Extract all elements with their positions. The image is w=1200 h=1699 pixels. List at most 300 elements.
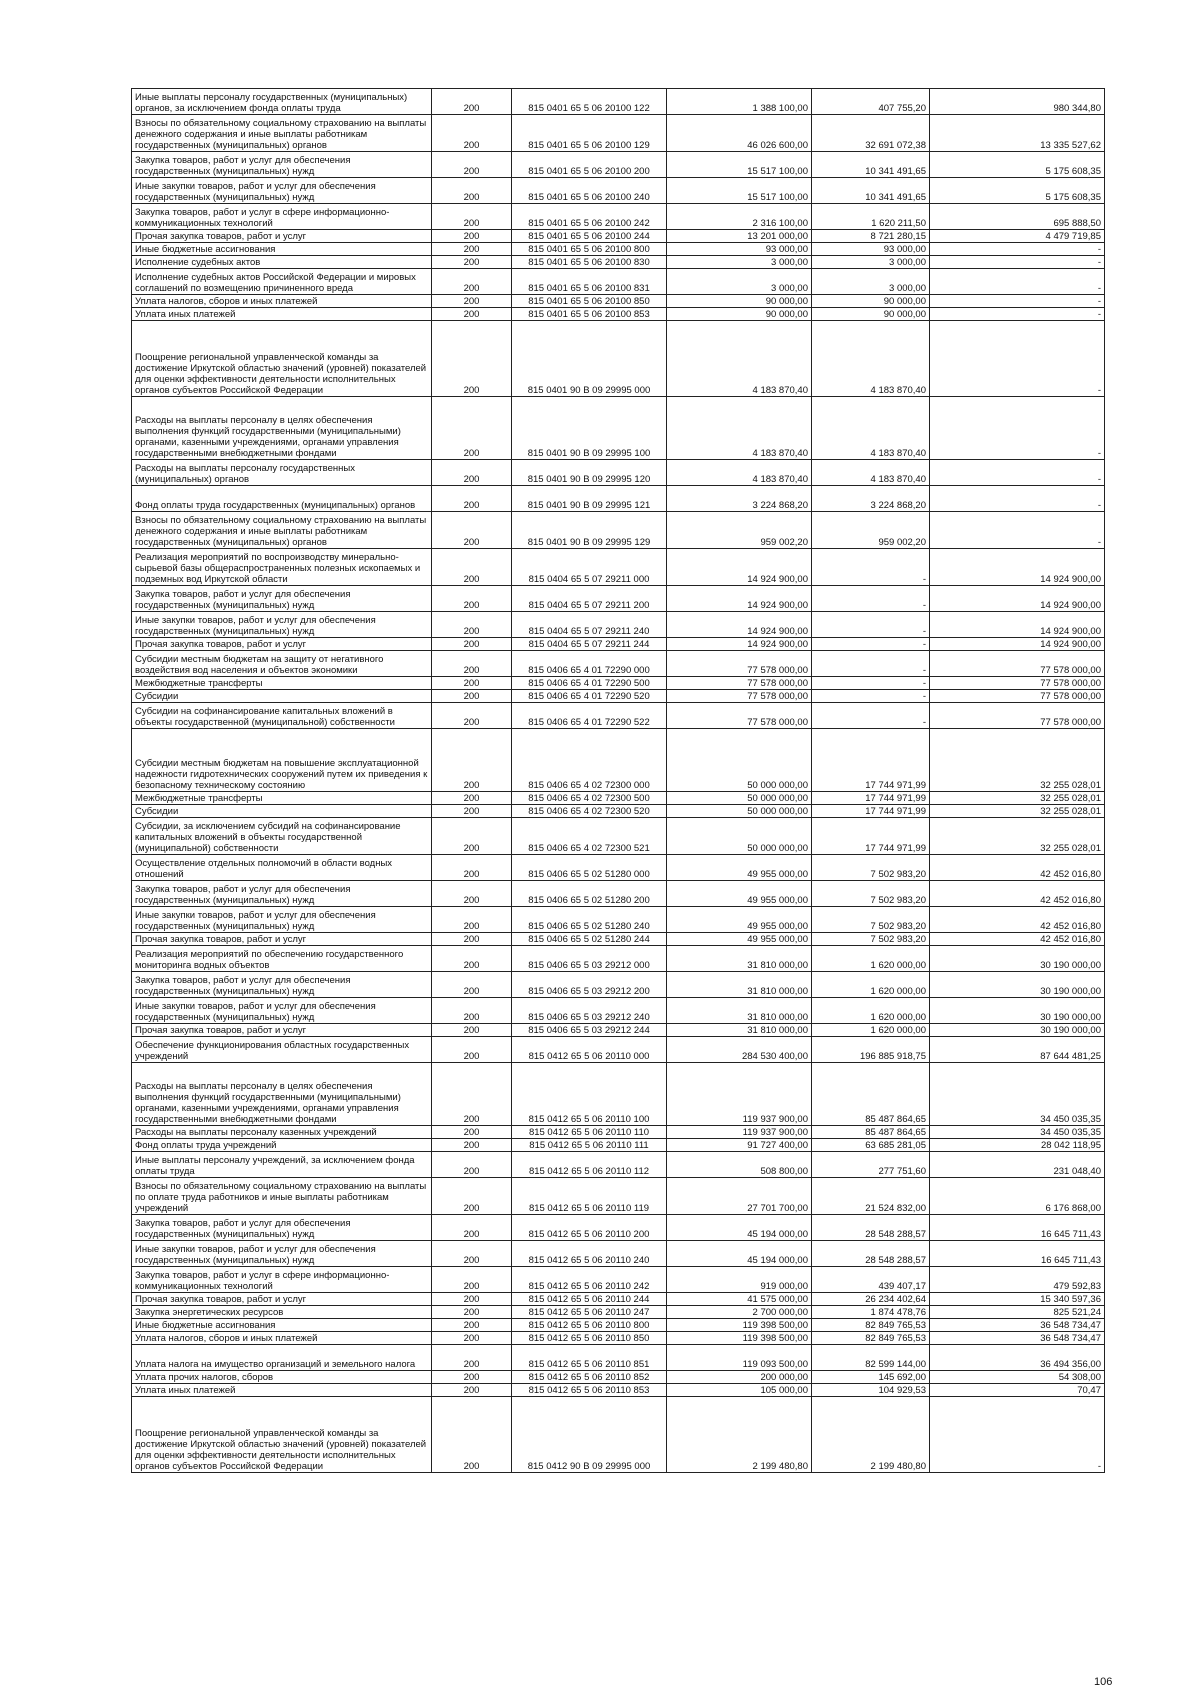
row-name: Субсидии местным бюджетам на повышение эксплуатационной надежности гидротехнических сооружений путем их приведения к безопасному техническому состоянию — [132, 729, 432, 792]
row-executed-amount: 28 548 288,57 — [812, 1241, 930, 1267]
table-row — [132, 230, 1105, 243]
row-executed-amount: 3 224 868,20 — [812, 486, 930, 512]
row-unexecuted-amount: - — [930, 243, 1105, 256]
row-approved-amount: 2 700 000,00 — [667, 1306, 812, 1319]
row-classification-code: 815 0406 65 5 03 29212 244 — [512, 1024, 667, 1037]
row-executed-amount: - — [812, 549, 930, 586]
row-unexecuted-amount: 695 888,50 — [930, 204, 1105, 230]
row-classification-code: 815 0406 65 5 02 51280 240 — [512, 907, 667, 933]
row-approved-amount: 2 199 480,80 — [667, 1397, 812, 1473]
row-line-code: 200 — [432, 308, 512, 321]
table-row — [132, 1024, 1105, 1037]
row-unexecuted-amount: - — [930, 308, 1105, 321]
row-unexecuted-amount: 13 335 527,62 — [930, 115, 1105, 152]
row-executed-amount: 17 744 971,99 — [812, 805, 930, 818]
table-row — [132, 1306, 1105, 1319]
row-approved-amount: 31 810 000,00 — [667, 946, 812, 972]
row-classification-code: 815 0412 65 5 06 20110 244 — [512, 1293, 667, 1306]
table-row — [132, 152, 1105, 178]
row-name: Исполнение судебных актов Российской Федерации и мировых соглашений по возмещению причиненного вреда — [132, 269, 432, 295]
row-approved-amount: 91 727 400,00 — [667, 1139, 812, 1152]
row-name: Закупка энергетических ресурсов — [132, 1306, 432, 1319]
row-line-code: 200 — [432, 818, 512, 855]
row-unexecuted-amount: 77 578 000,00 — [930, 651, 1105, 677]
row-unexecuted-amount: 36 548 734,47 — [930, 1319, 1105, 1332]
row-line-code: 200 — [432, 1215, 512, 1241]
row-executed-amount: 85 487 864,65 — [812, 1126, 930, 1139]
row-name: Иные закупки товаров, работ и услуг для обеспечения государственных (муниципальных) нужд — [132, 612, 432, 638]
row-executed-amount: 4 183 870,40 — [812, 321, 930, 397]
row-classification-code: 815 0406 65 5 03 29212 200 — [512, 972, 667, 998]
table-row — [132, 321, 1105, 397]
row-approved-amount: 200 000,00 — [667, 1371, 812, 1384]
row-executed-amount: - — [812, 586, 930, 612]
row-unexecuted-amount: - — [930, 486, 1105, 512]
row-classification-code: 815 0401 65 5 06 20100 242 — [512, 204, 667, 230]
table-row — [132, 638, 1105, 651]
row-classification-code: 815 0401 65 5 06 20100 800 — [512, 243, 667, 256]
row-line-code: 200 — [432, 651, 512, 677]
row-classification-code: 815 0401 65 5 06 20100 244 — [512, 230, 667, 243]
row-name: Закупка товаров, работ и услуг для обеспечения государственных (муниципальных) нужд — [132, 881, 432, 907]
row-classification-code: 815 0412 65 5 06 20110 850 — [512, 1332, 667, 1345]
row-approved-amount: 1 388 100,00 — [667, 89, 812, 115]
row-approved-amount: 105 000,00 — [667, 1384, 812, 1397]
row-name: Межбюджетные трансферты — [132, 677, 432, 690]
row-name: Прочая закупка товаров, работ и услуг — [132, 1293, 432, 1306]
row-unexecuted-amount: 32 255 028,01 — [930, 805, 1105, 818]
row-unexecuted-amount: 479 592,83 — [930, 1267, 1105, 1293]
row-line-code: 200 — [432, 1397, 512, 1473]
row-approved-amount: 50 000 000,00 — [667, 792, 812, 805]
row-unexecuted-amount: 36 548 734,47 — [930, 1332, 1105, 1345]
row-line-code: 200 — [432, 677, 512, 690]
row-approved-amount: 45 194 000,00 — [667, 1241, 812, 1267]
row-line-code: 200 — [432, 1178, 512, 1215]
table-row — [132, 907, 1105, 933]
table-row — [132, 269, 1105, 295]
table-row — [132, 1332, 1105, 1345]
row-name: Прочая закупка товаров, работ и услуг — [132, 933, 432, 946]
row-executed-amount: 10 341 491,65 — [812, 152, 930, 178]
row-executed-amount: - — [812, 638, 930, 651]
row-line-code: 200 — [432, 1126, 512, 1139]
row-line-code: 200 — [432, 586, 512, 612]
row-unexecuted-amount: 54 308,00 — [930, 1371, 1105, 1384]
row-approved-amount: 284 530 400,00 — [667, 1037, 812, 1063]
row-unexecuted-amount: - — [930, 256, 1105, 269]
row-classification-code: 815 0412 90 В 09 29995 000 — [512, 1397, 667, 1473]
table-row — [132, 1215, 1105, 1241]
row-name: Субсидии, за исключением субсидий на софинансирование капитальных вложений в объекты государственной (муниципальной) собственности — [132, 818, 432, 855]
table-row — [132, 178, 1105, 204]
row-classification-code: 815 0412 65 5 06 20110 111 — [512, 1139, 667, 1152]
row-line-code: 200 — [432, 204, 512, 230]
row-name: Уплата иных платежей — [132, 1384, 432, 1397]
table-row — [132, 933, 1105, 946]
row-classification-code: 815 0401 65 5 06 20100 850 — [512, 295, 667, 308]
row-unexecuted-amount: 42 452 016,80 — [930, 881, 1105, 907]
row-unexecuted-amount: 32 255 028,01 — [930, 792, 1105, 805]
row-executed-amount: 196 885 918,75 — [812, 1037, 930, 1063]
row-classification-code: 815 0406 65 5 03 29212 240 — [512, 998, 667, 1024]
row-name: Обеспечение функционирования областных государственных учреждений — [132, 1037, 432, 1063]
row-approved-amount: 49 955 000,00 — [667, 933, 812, 946]
row-classification-code: 815 0401 65 5 06 20100 830 — [512, 256, 667, 269]
row-executed-amount: 1 620 000,00 — [812, 1024, 930, 1037]
row-executed-amount: 26 234 402,64 — [812, 1293, 930, 1306]
row-classification-code: 815 0404 65 5 07 29211 000 — [512, 549, 667, 586]
table-row — [132, 946, 1105, 972]
table-row — [132, 1371, 1105, 1384]
table-row — [132, 397, 1105, 460]
row-name: Исполнение судебных актов — [132, 256, 432, 269]
table-row — [132, 486, 1105, 512]
row-approved-amount: 3 000,00 — [667, 269, 812, 295]
row-approved-amount: 45 194 000,00 — [667, 1215, 812, 1241]
row-approved-amount: 46 026 600,00 — [667, 115, 812, 152]
row-executed-amount: - — [812, 690, 930, 703]
row-line-code: 200 — [432, 89, 512, 115]
row-line-code: 200 — [432, 855, 512, 881]
row-line-code: 200 — [432, 1139, 512, 1152]
row-line-code: 200 — [432, 512, 512, 549]
row-name: Фонд оплаты труда учреждений — [132, 1139, 432, 1152]
table-body — [132, 89, 1105, 1473]
row-unexecuted-amount: - — [930, 512, 1105, 549]
table-row — [132, 243, 1105, 256]
row-classification-code: 815 0401 90 В 09 29995 120 — [512, 460, 667, 486]
table-row — [132, 586, 1105, 612]
row-unexecuted-amount: 70,47 — [930, 1384, 1105, 1397]
row-approved-amount: 14 924 900,00 — [667, 549, 812, 586]
table-row — [132, 1037, 1105, 1063]
row-unexecuted-amount: 16 645 711,43 — [930, 1241, 1105, 1267]
row-name: Взносы по обязательному социальному страхованию на выплаты денежного содержания и иные выплаты работникам государственных (муниципальных) органов — [132, 512, 432, 549]
row-line-code: 200 — [432, 460, 512, 486]
row-name: Уплата налога на имущество организаций и земельного налога — [132, 1345, 432, 1371]
row-classification-code: 815 0412 65 5 06 20110 800 — [512, 1319, 667, 1332]
row-unexecuted-amount: 77 578 000,00 — [930, 690, 1105, 703]
row-unexecuted-amount: 6 176 868,00 — [930, 1178, 1105, 1215]
row-executed-amount: - — [812, 651, 930, 677]
table-row — [132, 690, 1105, 703]
row-executed-amount: 1 620 000,00 — [812, 972, 930, 998]
row-approved-amount: 3 224 868,20 — [667, 486, 812, 512]
row-classification-code: 815 0404 65 5 07 29211 244 — [512, 638, 667, 651]
row-executed-amount: 85 487 864,65 — [812, 1063, 930, 1126]
row-name: Расходы на выплаты персоналу в целях обеспечения выполнения функций государственными (муниципальными) органами, казенными учреждениями, органами управления государственными внебюджетными фондами — [132, 1063, 432, 1126]
row-name: Закупка товаров, работ и услуг в сфере информационно-коммуникационных технологий — [132, 204, 432, 230]
row-executed-amount: - — [812, 703, 930, 729]
row-executed-amount: 7 502 983,20 — [812, 881, 930, 907]
row-executed-amount: 145 692,00 — [812, 1371, 930, 1384]
row-approved-amount: 41 575 000,00 — [667, 1293, 812, 1306]
row-unexecuted-amount: 5 175 608,35 — [930, 152, 1105, 178]
row-approved-amount: 119 398 500,00 — [667, 1332, 812, 1345]
row-line-code: 200 — [432, 321, 512, 397]
row-classification-code: 815 0412 65 5 06 20110 242 — [512, 1267, 667, 1293]
row-name: Осуществление отдельных полномочий в области водных отношений — [132, 855, 432, 881]
row-classification-code: 815 0412 65 5 06 20110 110 — [512, 1126, 667, 1139]
row-classification-code: 815 0406 65 4 02 72300 000 — [512, 729, 667, 792]
row-classification-code: 815 0404 65 5 07 29211 240 — [512, 612, 667, 638]
row-line-code: 200 — [432, 1332, 512, 1345]
row-unexecuted-amount: 34 450 035,35 — [930, 1126, 1105, 1139]
row-name: Иные закупки товаров, работ и услуг для обеспечения государственных (муниципальных) нужд — [132, 1241, 432, 1267]
row-unexecuted-amount: 14 924 900,00 — [930, 612, 1105, 638]
row-approved-amount: 15 517 100,00 — [667, 178, 812, 204]
row-name: Поощрение региональной управленческой команды за достижение Иркутской областью значений (уровней) показателей для оценки эффективности деятельности исполнительных органов субъектов Российской Федерации — [132, 321, 432, 397]
row-classification-code: 815 0406 65 4 01 72290 000 — [512, 651, 667, 677]
row-name: Фонд оплаты труда государственных (муниципальных) органов — [132, 486, 432, 512]
table-row — [132, 612, 1105, 638]
table-row — [132, 204, 1105, 230]
row-executed-amount: 7 502 983,20 — [812, 855, 930, 881]
table-row — [132, 792, 1105, 805]
row-executed-amount: 1 620 000,00 — [812, 946, 930, 972]
row-executed-amount: 4 183 870,40 — [812, 460, 930, 486]
row-unexecuted-amount: 42 452 016,80 — [930, 855, 1105, 881]
row-executed-amount: 1 620 000,00 — [812, 998, 930, 1024]
row-executed-amount: 82 599 144,00 — [812, 1345, 930, 1371]
row-unexecuted-amount: 14 924 900,00 — [930, 638, 1105, 651]
row-name: Уплата иных платежей — [132, 308, 432, 321]
table-row — [132, 1397, 1105, 1473]
row-classification-code: 815 0401 90 В 09 29995 121 — [512, 486, 667, 512]
row-approved-amount: 119 093 500,00 — [667, 1345, 812, 1371]
row-line-code: 200 — [432, 998, 512, 1024]
row-executed-amount: 1 874 478,76 — [812, 1306, 930, 1319]
row-line-code: 200 — [432, 1293, 512, 1306]
table-row — [132, 1063, 1105, 1126]
row-executed-amount: 32 691 072,38 — [812, 115, 930, 152]
row-name: Иные бюджетные ассигнования — [132, 243, 432, 256]
row-unexecuted-amount: 5 175 608,35 — [930, 178, 1105, 204]
table-row — [132, 512, 1105, 549]
row-classification-code: 815 0406 65 4 01 72290 500 — [512, 677, 667, 690]
row-classification-code: 815 0401 65 5 06 20100 129 — [512, 115, 667, 152]
row-classification-code: 815 0401 65 5 06 20100 240 — [512, 178, 667, 204]
row-unexecuted-amount: 28 042 118,95 — [930, 1139, 1105, 1152]
row-name: Иные закупки товаров, работ и услуг для обеспечения государственных (муниципальных) нужд — [132, 998, 432, 1024]
row-approved-amount: 119 398 500,00 — [667, 1319, 812, 1332]
row-executed-amount: 90 000,00 — [812, 295, 930, 308]
table-row — [132, 1293, 1105, 1306]
row-classification-code: 815 0412 65 5 06 20110 240 — [512, 1241, 667, 1267]
row-line-code: 200 — [432, 1267, 512, 1293]
row-approved-amount: 919 000,00 — [667, 1267, 812, 1293]
row-classification-code: 815 0412 65 5 06 20110 119 — [512, 1178, 667, 1215]
table-row — [132, 89, 1105, 115]
row-approved-amount: 4 183 870,40 — [667, 321, 812, 397]
row-line-code: 200 — [432, 946, 512, 972]
table-row — [132, 295, 1105, 308]
row-approved-amount: 50 000 000,00 — [667, 818, 812, 855]
table-row — [132, 998, 1105, 1024]
row-executed-amount: 959 002,20 — [812, 512, 930, 549]
row-classification-code: 815 0412 65 5 06 20110 247 — [512, 1306, 667, 1319]
table-row — [132, 972, 1105, 998]
row-unexecuted-amount: - — [930, 269, 1105, 295]
row-approved-amount: 119 937 900,00 — [667, 1063, 812, 1126]
row-executed-amount: 17 744 971,99 — [812, 792, 930, 805]
row-executed-amount: 63 685 281,05 — [812, 1139, 930, 1152]
row-executed-amount: 21 524 832,00 — [812, 1178, 930, 1215]
row-line-code: 200 — [432, 612, 512, 638]
row-name: Реализация мероприятий по воспроизводству минерально-сырьевой базы общераспространенных полезных ископаемых и подземных вод Иркутской области — [132, 549, 432, 586]
row-classification-code: 815 0406 65 5 03 29212 000 — [512, 946, 667, 972]
row-approved-amount: 119 937 900,00 — [667, 1126, 812, 1139]
row-approved-amount: 50 000 000,00 — [667, 805, 812, 818]
row-approved-amount: 49 955 000,00 — [667, 907, 812, 933]
table-row — [132, 256, 1105, 269]
row-line-code: 200 — [432, 486, 512, 512]
row-unexecuted-amount: 77 578 000,00 — [930, 703, 1105, 729]
row-classification-code: 815 0406 65 4 02 72300 520 — [512, 805, 667, 818]
row-name: Закупка товаров, работ и услуг для обеспечения государственных (муниципальных) нужд — [132, 152, 432, 178]
row-unexecuted-amount: 30 190 000,00 — [930, 1024, 1105, 1037]
row-line-code: 200 — [432, 397, 512, 460]
row-approved-amount: 90 000,00 — [667, 295, 812, 308]
row-approved-amount: 4 183 870,40 — [667, 460, 812, 486]
row-name: Взносы по обязательному социальному страхованию на выплаты денежного содержания и иные выплаты работникам государственных (муниципальных) органов — [132, 115, 432, 152]
table-row — [132, 1152, 1105, 1178]
row-classification-code: 815 0406 65 4 01 72290 522 — [512, 703, 667, 729]
row-approved-amount: 508 800,00 — [667, 1152, 812, 1178]
row-line-code: 200 — [432, 295, 512, 308]
row-line-code: 200 — [432, 805, 512, 818]
table-row — [132, 677, 1105, 690]
row-name: Субсидии на софинансирование капитальных вложений в объекты государственной (муниципальной) собственности — [132, 703, 432, 729]
row-name: Иные закупки товаров, работ и услуг для обеспечения государственных (муниципальных) нужд — [132, 907, 432, 933]
row-classification-code: 815 0412 65 5 06 20110 851 — [512, 1345, 667, 1371]
row-executed-amount: 407 755,20 — [812, 89, 930, 115]
row-executed-amount: 3 000,00 — [812, 256, 930, 269]
row-unexecuted-amount: 34 450 035,35 — [930, 1063, 1105, 1126]
row-classification-code: 815 0401 90 В 09 29995 129 — [512, 512, 667, 549]
row-unexecuted-amount: 14 924 900,00 — [930, 549, 1105, 586]
row-name: Прочая закупка товаров, работ и услуг — [132, 638, 432, 651]
row-line-code: 200 — [432, 1024, 512, 1037]
row-name: Иные закупки товаров, работ и услуг для обеспечения государственных (муниципальных) нужд — [132, 178, 432, 204]
row-approved-amount: 49 955 000,00 — [667, 881, 812, 907]
row-name: Субсидии местным бюджетам на защиту от негативного воздействия вод населения и объектов экономики — [132, 651, 432, 677]
row-classification-code: 815 0412 65 5 06 20110 853 — [512, 1384, 667, 1397]
row-approved-amount: 31 810 000,00 — [667, 1024, 812, 1037]
table-row — [132, 460, 1105, 486]
table-row — [132, 1139, 1105, 1152]
row-approved-amount: 77 578 000,00 — [667, 651, 812, 677]
row-approved-amount: 13 201 000,00 — [667, 230, 812, 243]
row-unexecuted-amount: - — [930, 460, 1105, 486]
row-approved-amount: 31 810 000,00 — [667, 972, 812, 998]
row-name: Иные выплаты персоналу государственных (муниципальных) органов, за исключением фонда оплаты труда — [132, 89, 432, 115]
row-executed-amount: 2 199 480,80 — [812, 1397, 930, 1473]
row-line-code: 200 — [432, 972, 512, 998]
table-row — [132, 729, 1105, 792]
row-classification-code: 815 0401 65 5 06 20100 831 — [512, 269, 667, 295]
row-line-code: 200 — [432, 933, 512, 946]
table-row — [132, 1178, 1105, 1215]
row-name: Закупка товаров, работ и услуг в сфере информационно-коммуникационных технологий — [132, 1267, 432, 1293]
table-row — [132, 1267, 1105, 1293]
row-classification-code: 815 0404 65 5 07 29211 200 — [512, 586, 667, 612]
row-approved-amount: 27 701 700,00 — [667, 1178, 812, 1215]
table-row — [132, 1345, 1105, 1371]
row-line-code: 200 — [432, 1384, 512, 1397]
row-line-code: 200 — [432, 1241, 512, 1267]
row-unexecuted-amount: 32 255 028,01 — [930, 729, 1105, 792]
row-name: Взносы по обязательному социальному страхованию на выплаты по оплате труда работников и иные выплаты работникам учреждений — [132, 1178, 432, 1215]
row-unexecuted-amount: 4 479 719,85 — [930, 230, 1105, 243]
row-classification-code: 815 0406 65 4 02 72300 521 — [512, 818, 667, 855]
row-unexecuted-amount: 32 255 028,01 — [930, 818, 1105, 855]
row-line-code: 200 — [432, 549, 512, 586]
row-name: Субсидии — [132, 805, 432, 818]
row-classification-code: 815 0401 90 В 09 29995 100 — [512, 397, 667, 460]
row-name: Реализация мероприятий по обеспечению государственного мониторинга водных объектов — [132, 946, 432, 972]
row-approved-amount: 4 183 870,40 — [667, 397, 812, 460]
row-approved-amount: 49 955 000,00 — [667, 855, 812, 881]
row-executed-amount: 7 502 983,20 — [812, 933, 930, 946]
row-classification-code: 815 0401 65 5 06 20100 853 — [512, 308, 667, 321]
row-name: Межбюджетные трансферты — [132, 792, 432, 805]
row-unexecuted-amount: 42 452 016,80 — [930, 933, 1105, 946]
row-unexecuted-amount: 980 344,80 — [930, 89, 1105, 115]
table-row — [132, 1126, 1105, 1139]
row-unexecuted-amount: 42 452 016,80 — [930, 907, 1105, 933]
row-executed-amount: 104 929,53 — [812, 1384, 930, 1397]
row-approved-amount: 77 578 000,00 — [667, 677, 812, 690]
row-name: Закупка товаров, работ и услуг для обеспечения государственных (муниципальных) нужд — [132, 1215, 432, 1241]
row-executed-amount: 10 341 491,65 — [812, 178, 930, 204]
table-row — [132, 818, 1105, 855]
row-unexecuted-amount: 77 578 000,00 — [930, 677, 1105, 690]
row-executed-amount: 17 744 971,99 — [812, 818, 930, 855]
row-executed-amount: - — [812, 677, 930, 690]
row-approved-amount: 77 578 000,00 — [667, 703, 812, 729]
row-approved-amount: 93 000,00 — [667, 243, 812, 256]
table-row — [132, 1384, 1105, 1397]
table-row — [132, 651, 1105, 677]
row-name: Иные бюджетные ассигнования — [132, 1319, 432, 1332]
table-row — [132, 881, 1105, 907]
row-unexecuted-amount: 14 924 900,00 — [930, 586, 1105, 612]
row-line-code: 200 — [432, 729, 512, 792]
row-name: Закупка товаров, работ и услуг для обеспечения государственных (муниципальных) нужд — [132, 972, 432, 998]
row-executed-amount: 1 620 211,50 — [812, 204, 930, 230]
table-row — [132, 549, 1105, 586]
row-line-code: 200 — [432, 703, 512, 729]
row-executed-amount: 82 849 765,53 — [812, 1319, 930, 1332]
row-classification-code: 815 0406 65 5 02 51280 244 — [512, 933, 667, 946]
row-name: Иные выплаты персоналу учреждений, за исключением фонда оплаты труда — [132, 1152, 432, 1178]
row-line-code: 200 — [432, 115, 512, 152]
row-name: Расходы на выплаты персоналу в целях обеспечения выполнения функций государственными (муниципальными) органами, казенными учреждениями, органами управления государственными внебюджетными фондами — [132, 397, 432, 460]
row-line-code: 200 — [432, 792, 512, 805]
row-unexecuted-amount: 87 644 481,25 — [930, 1037, 1105, 1063]
row-classification-code: 815 0412 65 5 06 20110 000 — [512, 1037, 667, 1063]
row-classification-code: 815 0406 65 4 02 72300 500 — [512, 792, 667, 805]
row-classification-code: 815 0401 65 5 06 20100 122 — [512, 89, 667, 115]
row-classification-code: 815 0406 65 5 02 51280 200 — [512, 881, 667, 907]
row-executed-amount: 277 751,60 — [812, 1152, 930, 1178]
row-approved-amount: 77 578 000,00 — [667, 690, 812, 703]
row-line-code: 200 — [432, 690, 512, 703]
row-approved-amount: 15 517 100,00 — [667, 152, 812, 178]
row-unexecuted-amount: 16 645 711,43 — [930, 1215, 1105, 1241]
